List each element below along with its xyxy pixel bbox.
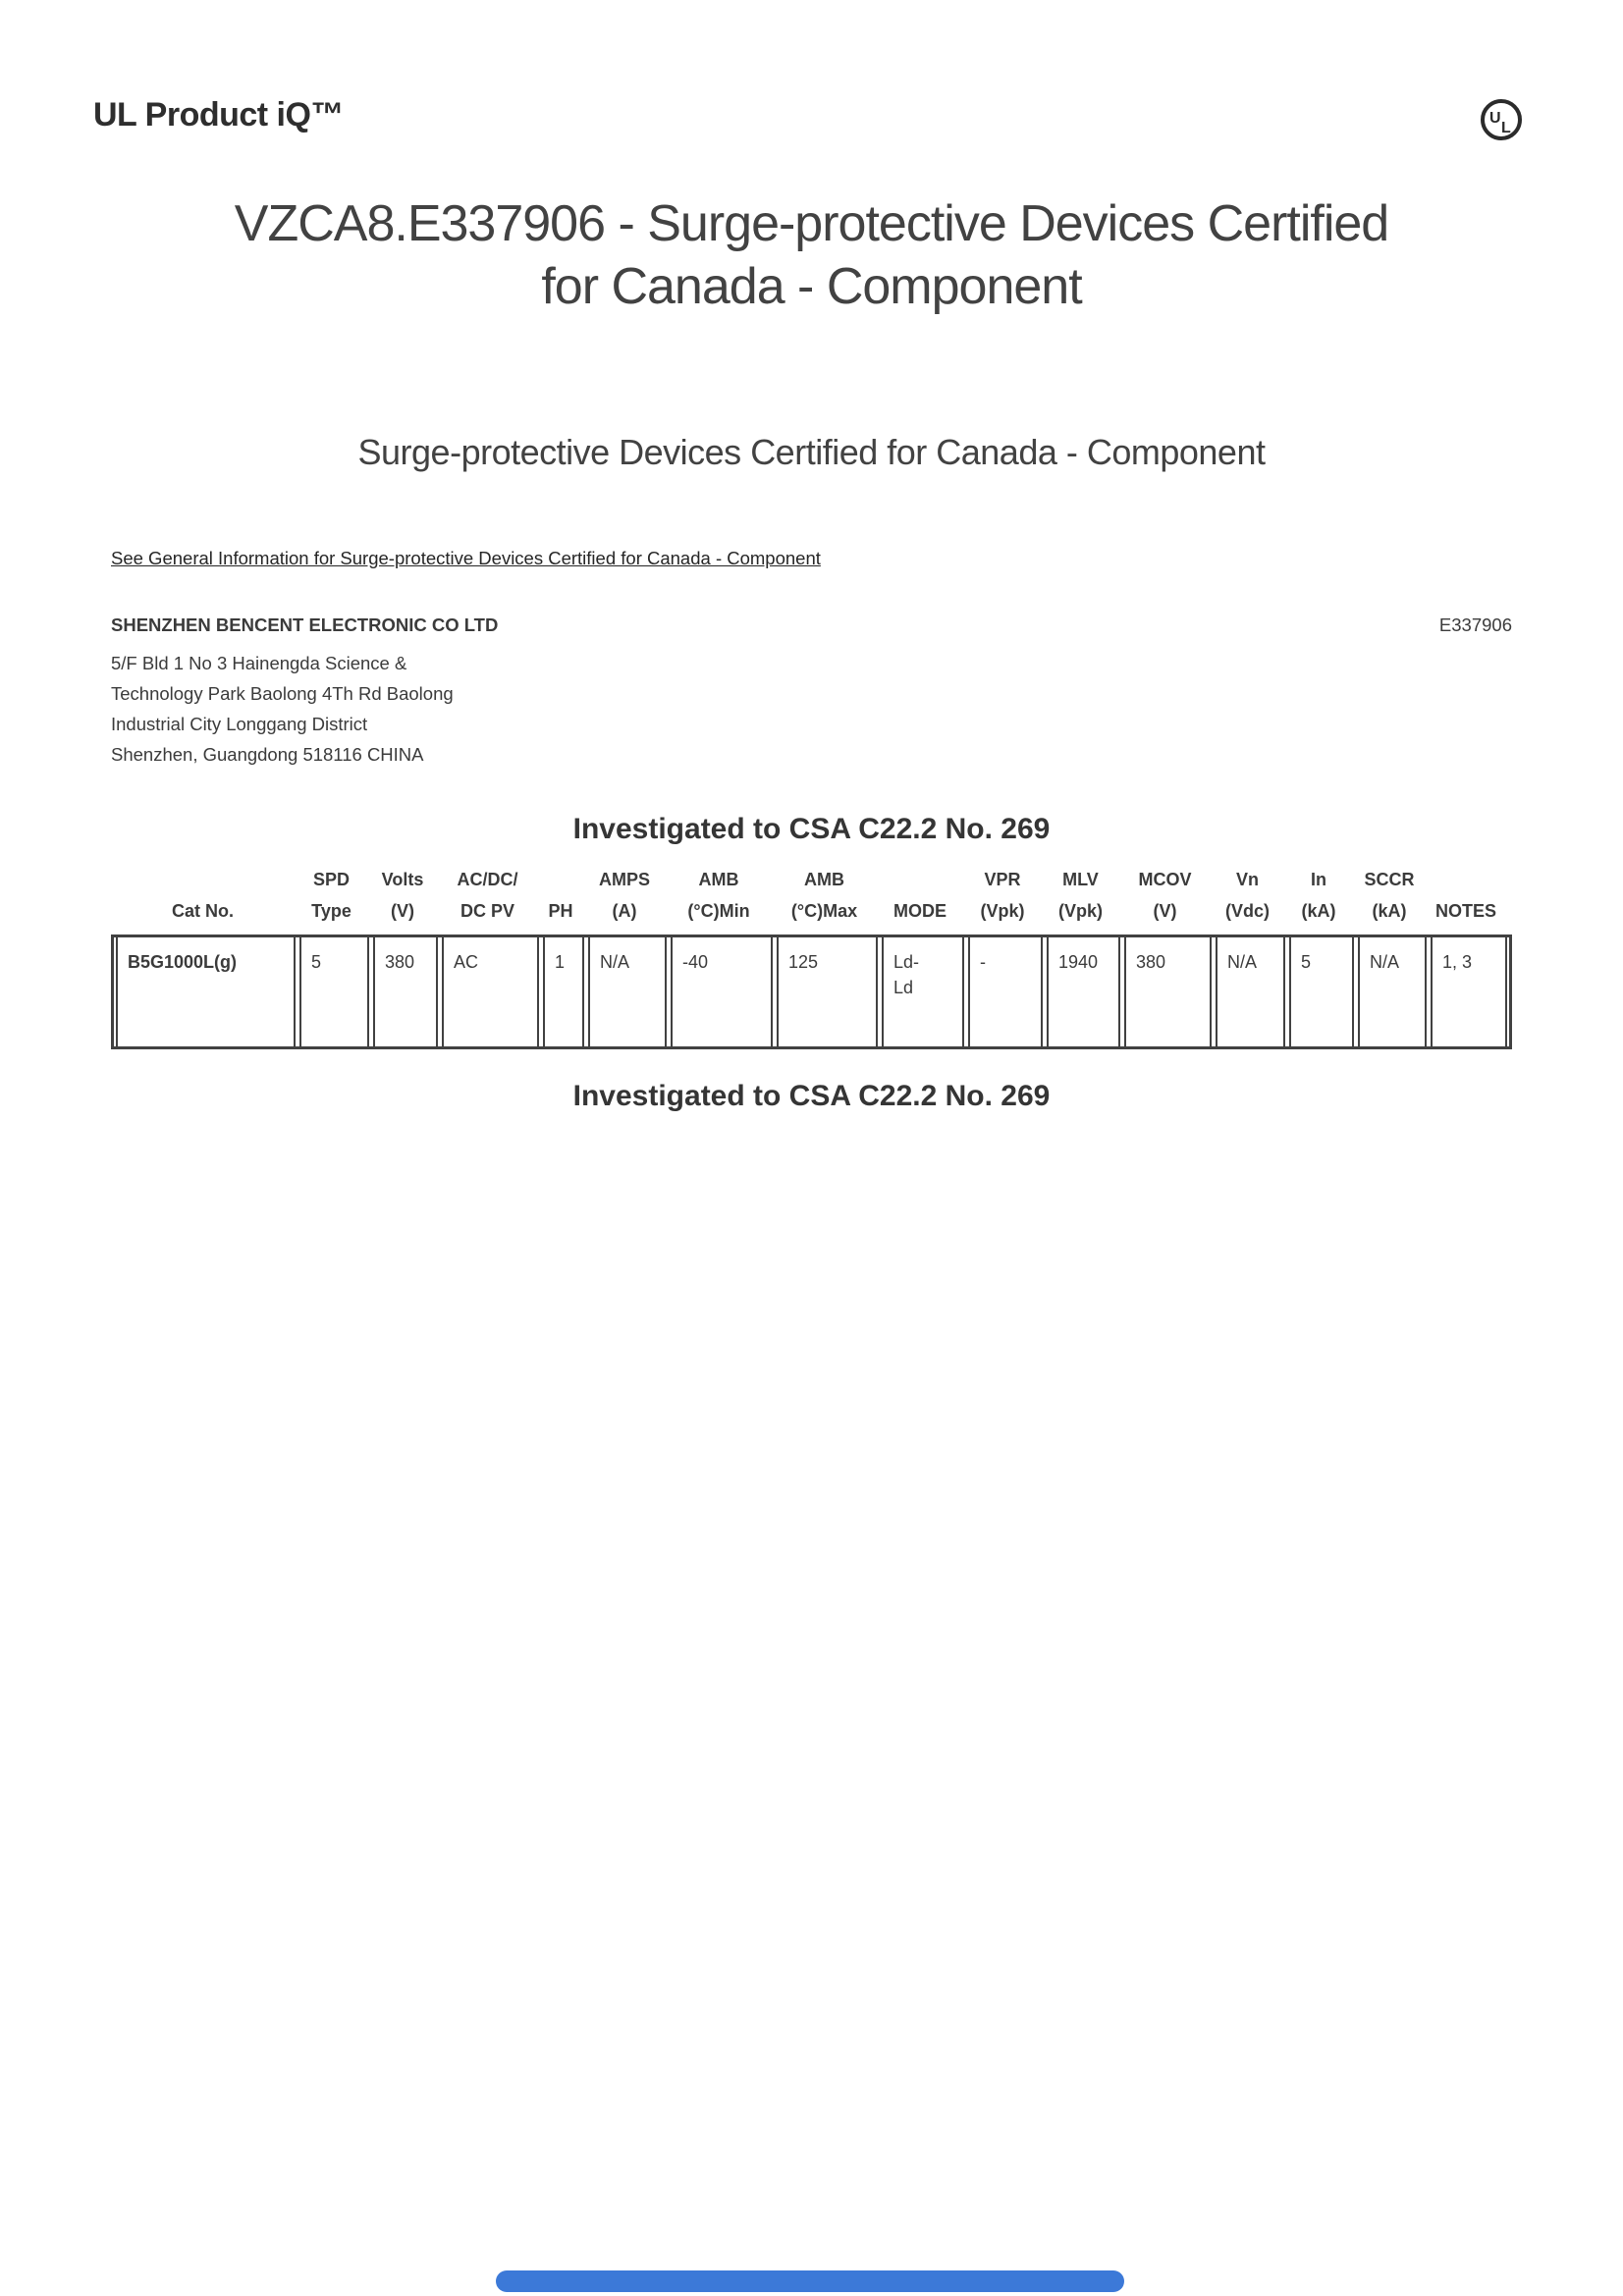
column-header: VPR (Vpk)	[980, 870, 1025, 921]
table-cell: 380	[1124, 937, 1212, 1046]
column-header: NOTES	[1434, 901, 1496, 921]
column-header: Cat No.	[172, 901, 234, 921]
column-header: AMB (°C)Min	[687, 870, 750, 921]
table-row	[114, 937, 1509, 1046]
column-header: MCOV (V)	[1138, 870, 1192, 921]
page-title: VZCA8.E337906 - Surge-protective Devices Certified for Canada - Component	[234, 195, 1389, 315]
svg-text:L: L	[1501, 120, 1511, 136]
table-cell: N/A	[1358, 937, 1427, 1046]
table-1-header	[111, 864, 1512, 927]
ul-product-iq-logo: UL Product iQ™	[93, 96, 344, 133]
column-header: Volts (V)	[381, 870, 424, 921]
table-cell: N/A	[588, 937, 667, 1046]
file-number: E337906	[1438, 614, 1512, 635]
table-1-body	[111, 934, 1512, 1049]
table-cell: -	[968, 937, 1043, 1046]
column-header: Vn (Vdc)	[1225, 870, 1270, 921]
column-header: SPD Type	[311, 870, 352, 921]
column-header: MLV (Vpk)	[1058, 870, 1103, 921]
table-cell: AC	[442, 937, 539, 1046]
table-cell: 1, 3	[1431, 937, 1507, 1046]
column-header: SCCR (kA)	[1364, 870, 1415, 921]
table-cell: 1	[543, 937, 584, 1046]
company-address: 5/F Bld 1 No 3 Hainengda Science & Technology Park Baolong 4Th Rd Baolong Industrial City Longgang District Shenzhen, Guangdong 518116 CHINA	[111, 653, 454, 765]
spd-table-1	[111, 864, 1512, 1049]
column-header: MODE	[893, 901, 947, 921]
section-heading-2: Investigated to CSA C22.2 No. 269	[572, 1080, 1051, 1112]
table-cell: -40	[671, 937, 773, 1046]
section-heading-1: Investigated to CSA C22.2 No. 269	[572, 813, 1051, 845]
page-subtitle: Surge-protective Devices Certified for Canada - Component	[357, 432, 1266, 472]
horizontal-scrollbar-thumb[interactable]	[496, 2270, 1124, 2292]
ul-mark-icon	[1478, 96, 1525, 143]
column-header: In (kA)	[1301, 870, 1336, 921]
general-information-link[interactable]: See General Information for Surge-protective Devices Certified for Canada - Component	[111, 548, 821, 568]
table-cell: 1940	[1047, 937, 1120, 1046]
table-cell: 125	[777, 937, 878, 1046]
column-header: PH	[548, 901, 573, 921]
cat-no-cell: B5G1000L(g)	[116, 937, 296, 1046]
table-cell: 5	[1289, 937, 1354, 1046]
table-cell: 5	[299, 937, 369, 1046]
company-name: SHENZHEN BENCENT ELECTRONIC CO LTD	[111, 614, 499, 635]
column-header: AC/DC/ DC PV	[457, 870, 518, 921]
svg-text:U: U	[1489, 110, 1501, 127]
column-header: AMB (°C)Max	[790, 870, 858, 921]
table-cell: Ld- Ld	[882, 937, 964, 1046]
column-header: AMPS (A)	[598, 870, 650, 921]
table-cell: 380	[373, 937, 438, 1046]
table-cell: N/A	[1216, 937, 1285, 1046]
